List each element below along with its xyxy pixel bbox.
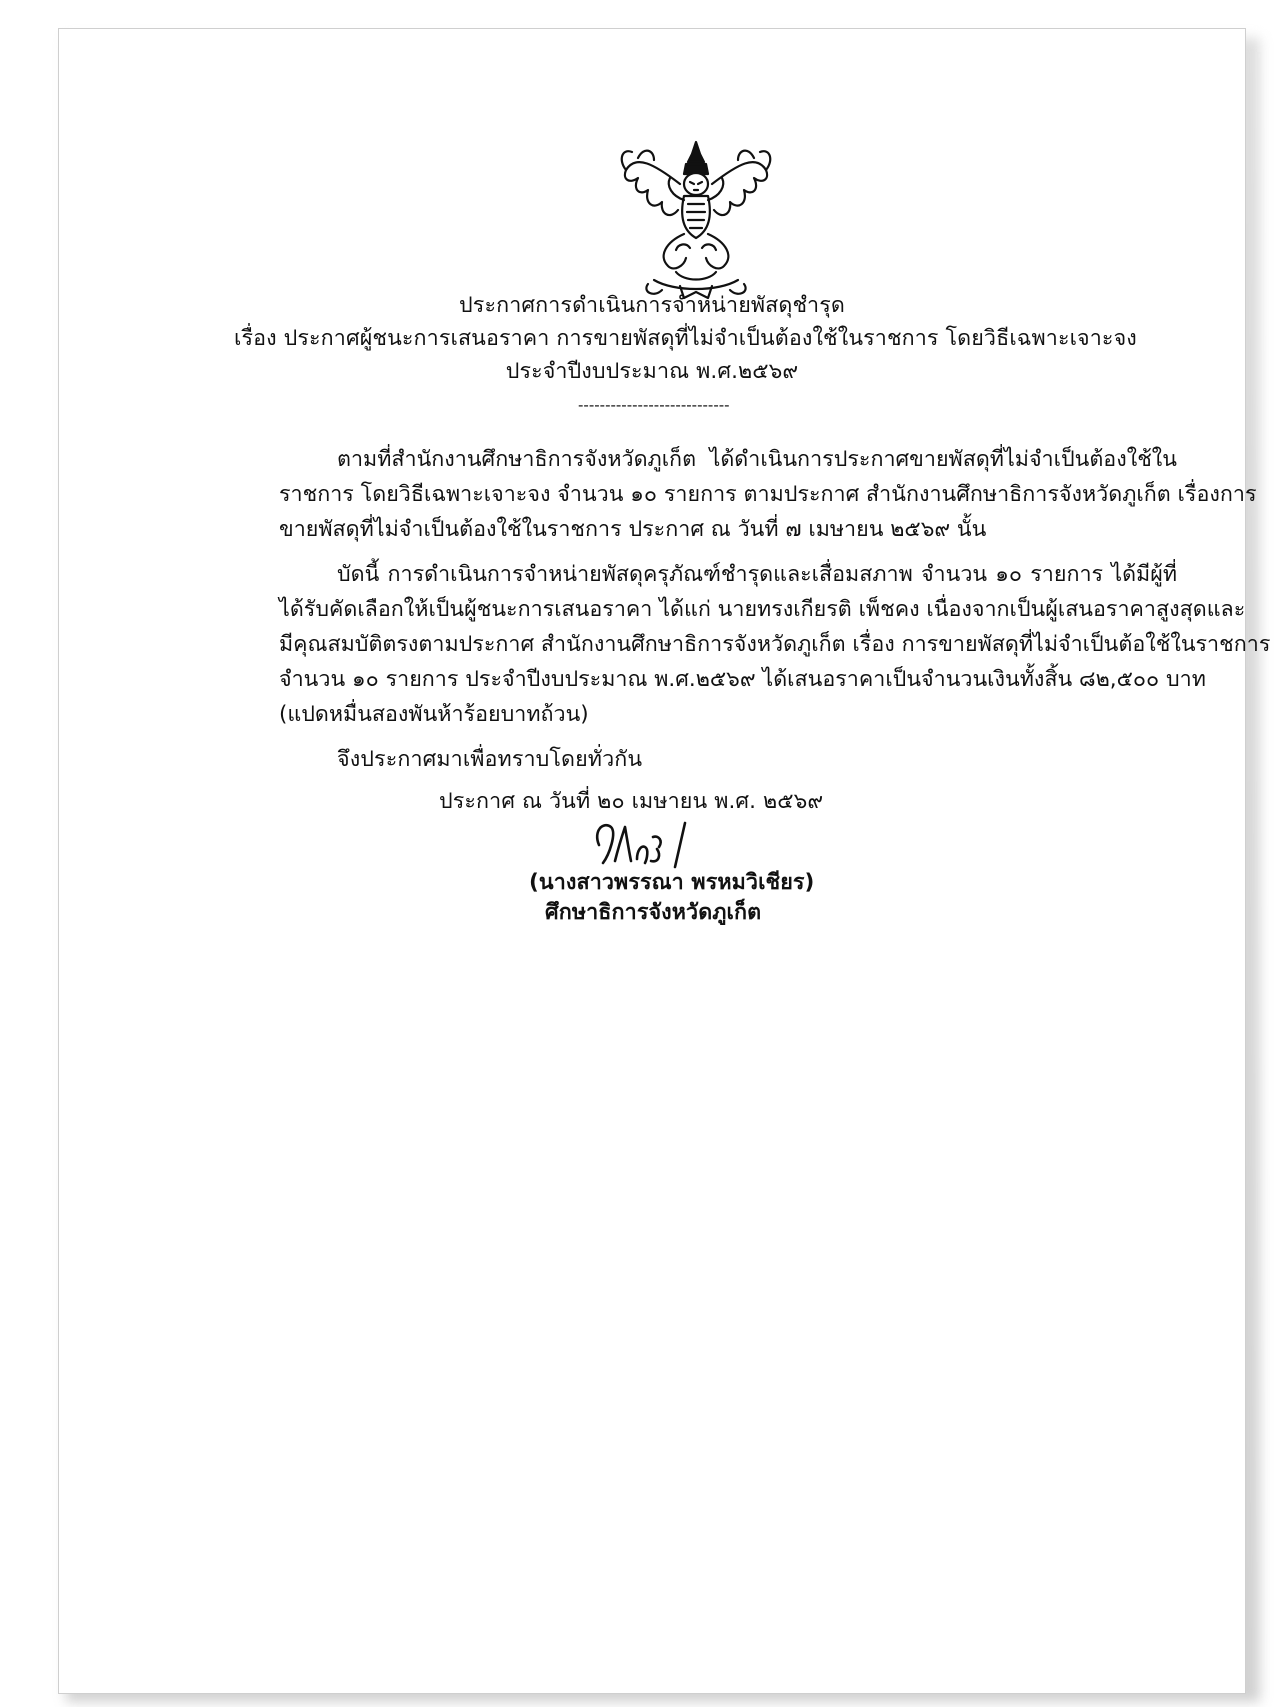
fiscal-year-line: ประจำปีงบประมาณ พ.ศ.๒๕๖๙	[505, 359, 799, 384]
closing-line: จึงประกาศมาเพื่อทราบโดยทั่วกัน	[337, 747, 643, 772]
paragraph2-line5: (แปดหมื่นสองพันห้าร้อยบาทถ้วน)	[279, 702, 589, 727]
paragraph1-line1: ตามที่สำนักงานศึกษาธิการจังหวัดภูเก็ต ได้ดำเนินการประกาศขายพัสดุที่ไม่จำเป็นต้องใช้ใน	[337, 447, 1177, 472]
document-page	[58, 28, 1271, 1694]
document-title: ประกาศการดำเนินการจำหน่ายพัสดุชำรุด	[459, 293, 845, 318]
paragraph2-line1: บัดนี้ การดำเนินการจำหน่ายพัสดุครุภัณฑ์ชำรุดและเสื่อมสภาพ จำนวน ๑๐ รายการ ได้มีผู้ที่	[337, 562, 1177, 587]
handwritten-signature	[589, 815, 709, 873]
paragraph1-line2: ราชการ โดยวิธีเฉพาะเจาะจง จำนวน ๑๐ รายการ ตามประกาศ สำนักงานศึกษาธิการจังหวัดภูเก็ต เรื่องการ	[279, 482, 1257, 507]
signatory-position: ศึกษาธิการจังหวัดภูเก็ต	[545, 900, 762, 925]
signatory-name: (นางสาวพรรณา พรหมวิเชียร)	[529, 870, 815, 895]
paragraph1-line3: ขายพัสดุที่ไม่จำเป็นต้องใช้ในราชการ ประกาศ ณ วันที่ ๗ เมษายน ๒๕๖๙ นั้น	[279, 517, 987, 542]
document-subject: เรื่อง ประกาศผู้ชนะการเสนอราคา การขายพัสดุที่ไม่จำเป็นต้องใช้ในราชการ โดยวิธีเฉพาะเจาะจง	[234, 326, 1137, 351]
paragraph2-line3: มีคุณสมบัติตรงตามประกาศ สำนักงานศึกษาธิการจังหวัดภูเก็ต เรื่อง การขายพัสดุที่ไม่จำเป็นต้อใช้ในราชการ	[279, 632, 1271, 657]
paragraph2-line2: ได้รับคัดเลือกให้เป็นผู้ชนะการเสนอราคา ได้แก่ นายทรงเกียรติ เพ็ชคง เนื่องจากเป็นผู้เสนอราคาสูงสุดและ	[279, 597, 1246, 622]
announce-date: ประกาศ ณ วันที่ ๒๐ เมษายน พ.ศ. ๒๕๖๙	[439, 789, 824, 814]
garuda-emblem-icon	[614, 134, 779, 304]
separator-line: ----------------------------	[578, 396, 730, 414]
paragraph2-line4: จำนวน ๑๐ รายการ ประจำปีงบประมาณ พ.ศ.๒๕๖๙ ได้เสนอราคาเป็นจำนวนเงินทั้งสิ้น ๘๒,๕๐๐ บาท	[279, 667, 1206, 692]
